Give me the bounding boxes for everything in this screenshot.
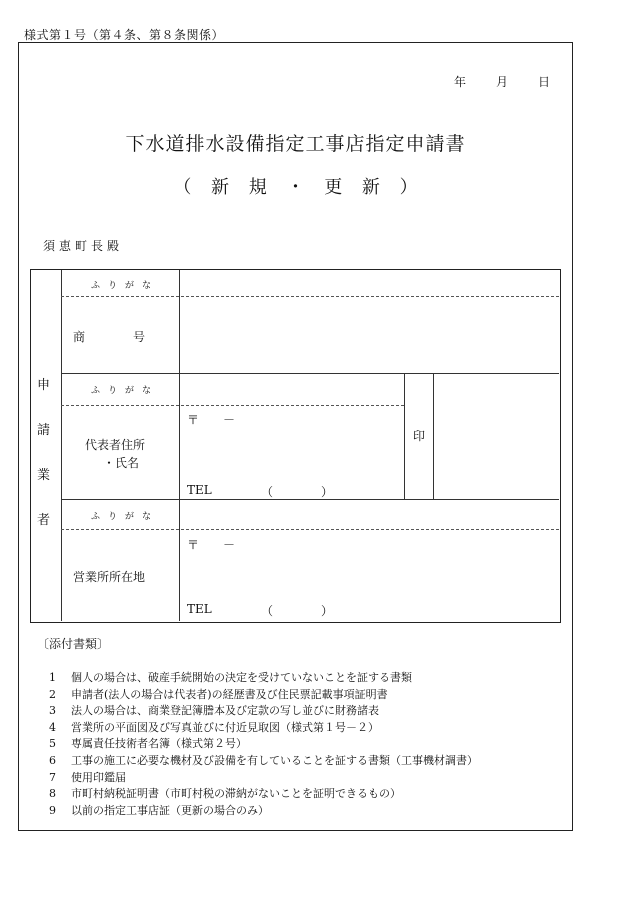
form-number: 様式第１号（第４条、第８条関係） — [24, 28, 225, 42]
row-divider-furigana-1 — [61, 296, 559, 297]
addressee: 須恵町長殿 — [43, 239, 124, 253]
application-type[interactable]: （ 新 規 ・ 更 新 ） — [173, 177, 418, 198]
col-divider-side — [61, 270, 62, 621]
office-tel-label: TEL — [187, 602, 212, 616]
seal-field[interactable] — [435, 375, 557, 497]
col-divider-label — [179, 270, 180, 621]
list-item: 8 市町村納税証明書（市町村税の滞納がないことを証明できるもの） — [49, 787, 401, 801]
document-title: 下水道排水設備指定工事店指定申請書 — [125, 133, 466, 155]
row-divider-furigana-2 — [61, 405, 404, 406]
representative-address-name-field[interactable] — [181, 407, 402, 497]
representative-label-2: ・氏名 — [103, 456, 140, 470]
year-label[interactable]: 年 — [453, 75, 466, 89]
attachments-list — [49, 670, 478, 819]
side-label-4: 者 — [37, 513, 51, 528]
office-postal-mark: 〒 － — [187, 538, 236, 552]
attachments-heading: 〔添付書類〕 — [37, 637, 110, 651]
furigana-field-representative[interactable] — [181, 375, 402, 403]
list-item: 4 営業所の平面図及び写真並びに付近見取図（様式第１号－２） — [49, 720, 379, 734]
row-divider-furigana-3 — [61, 529, 559, 530]
furigana-label-trade-name: ふりがな — [91, 281, 160, 291]
representative-label-1: 代表者住所 — [85, 438, 146, 452]
list-item: 9 以前の指定工事店証（更新の場合のみ） — [49, 803, 269, 817]
office-location-field[interactable] — [181, 531, 557, 619]
furigana-field-office[interactable] — [181, 501, 557, 527]
side-label-3: 業 — [37, 468, 51, 483]
representative-tel-parens: （ ） — [261, 485, 334, 499]
furigana-label-representative: ふりがな — [91, 386, 160, 396]
list-item: 3 法人の場合は、商業登記簿謄本及び定款の写し並びに財務諸表 — [49, 704, 379, 718]
furigana-field-trade-name[interactable] — [181, 272, 557, 294]
applicant-table — [30, 269, 561, 623]
day-label[interactable]: 日 — [537, 75, 550, 89]
representative-tel-label: TEL — [187, 483, 212, 497]
seal-divider-left — [404, 373, 405, 499]
side-label-2: 請 — [37, 423, 51, 438]
office-location-label: 営業所所在地 — [73, 570, 146, 584]
office-tel-parens: （ ） — [261, 604, 334, 618]
form-frame — [18, 42, 573, 831]
list-item: 7 使用印鑑届 — [49, 770, 126, 784]
side-label-1: 申 — [37, 378, 51, 393]
list-item: 5 専属責任技術者名簿（様式第２号） — [49, 737, 247, 751]
date-line — [454, 73, 550, 90]
seal-label: 印 — [413, 429, 426, 443]
list-item: 2 申請者(法人の場合は代表者)の経歴書及び住民票記載事項証明書 — [49, 687, 388, 701]
seal-divider-right — [433, 373, 434, 499]
representative-postal-mark: 〒 － — [187, 413, 236, 427]
furigana-label-office: ふりがな — [91, 512, 160, 522]
month-label[interactable]: 月 — [495, 75, 508, 89]
trade-name-field[interactable] — [181, 298, 557, 371]
list-item: 6 工事の施工に必要な機材及び設備を有していることを証する書類（工事機材調書） — [49, 753, 478, 767]
row-divider-1 — [61, 373, 559, 374]
list-item: 1 個人の場合は、破産手続開始の決定を受けていないことを証する書類 — [49, 671, 412, 684]
trade-name-label: 商 号 — [73, 330, 146, 344]
